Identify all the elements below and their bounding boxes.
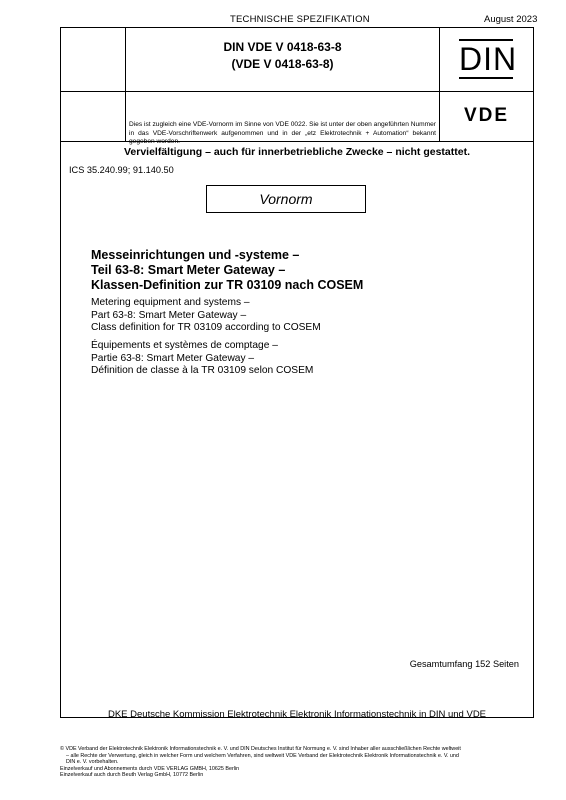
- document-type-label: TECHNISCHE SPEZIFIKATION: [230, 14, 370, 25]
- footer-line: DIN e. V. vorbehalten.: [66, 759, 119, 766]
- din-logo: [459, 39, 518, 79]
- copyright-footer: [60, 746, 530, 779]
- ics-codes: ICS 35.240.99; 91.140.50: [69, 165, 174, 175]
- title-page-frame: [60, 27, 534, 718]
- title-french-line: Définition de classe à la TR 03109 selon COSEM: [91, 365, 314, 376]
- title-french-line: Équipements et systèmes de comptage –: [91, 340, 278, 351]
- title-english-line: Class definition for TR 03109 according to COSEM: [91, 322, 321, 333]
- footer-line: Einzelverkauf auch durch Beuth Verlag GmbH, 10772 Berlin: [60, 772, 204, 779]
- vde-document-number: (VDE V 0418-63-8): [231, 57, 334, 71]
- title-english: [91, 297, 321, 335]
- footer-line: © VDE Verband der Elektrotechnik Elektronik Informationstechnik e. V. und DIN Deutsches Institut für Normung e. V. sind Inhaber aller ausschließlichen Rechte weltweit: [60, 746, 461, 752]
- title-english-line: Metering equipment and systems –: [91, 297, 250, 308]
- title-german-line: Messeinrichtungen und -systeme –: [91, 248, 300, 262]
- din-logo-text: DIN: [459, 41, 518, 77]
- committee-name: DKE Deutsche Kommission Elektrotechnik Elektronik Informationstechnik in DIN und VDE: [107, 709, 487, 720]
- title-french-line: Partie 63-8: Smart Meter Gateway –: [91, 352, 255, 364]
- document-number: DIN VDE V 0418-63-8: [223, 40, 342, 54]
- vde-logo: VDE: [463, 105, 510, 126]
- title-german-line: Teil 63-8: Smart Meter Gateway –: [91, 263, 286, 277]
- status-box: Vornorm: [206, 185, 366, 213]
- footer-line: – alle Rechte der Verwertung, gleich in welcher Form und welchem Verfahren, sind weltweit VDE Verband der Elektrotechnik Elektronik Informationstechnik e. V. und: [66, 752, 459, 759]
- din-logo-cell: [439, 28, 533, 91]
- title-german-line: Klassen-Definition zur TR 03109 nach COSEM: [91, 278, 364, 292]
- title-french: [91, 340, 313, 378]
- left-spacer-cell-2: [61, 91, 126, 141]
- vde-prestandard-notice: Dies ist zugleich eine VDE-Vornorm im Sinne von VDE 0022. Sie ist unter der oben angeführten Nummer in das VDE-Vorschriftenwerk aufgenommen und in der „etz Elektrotechnik + Automation“ bekannt gegeben worden.: [129, 121, 436, 146]
- identification-row: [61, 28, 533, 92]
- vde-logo-cell: [439, 91, 533, 141]
- title-english-line: Part 63-8: Smart Meter Gateway –: [91, 309, 247, 321]
- title-german: [91, 248, 363, 293]
- reproduction-notice: Vervielfältigung – auch für innerbetriebliche Zwecke – nicht gestattet.: [123, 146, 470, 158]
- publication-date: August 2023: [484, 14, 538, 25]
- footer-line: Einzelverkauf und Abonnements durch VDE VERLAG GMBH, 10625 Berlin: [60, 765, 240, 772]
- din-logo-bottom-bar: [459, 77, 513, 79]
- page-count: Gesamtumfang 152 Seiten: [409, 659, 519, 669]
- left-spacer-cell: [61, 28, 126, 91]
